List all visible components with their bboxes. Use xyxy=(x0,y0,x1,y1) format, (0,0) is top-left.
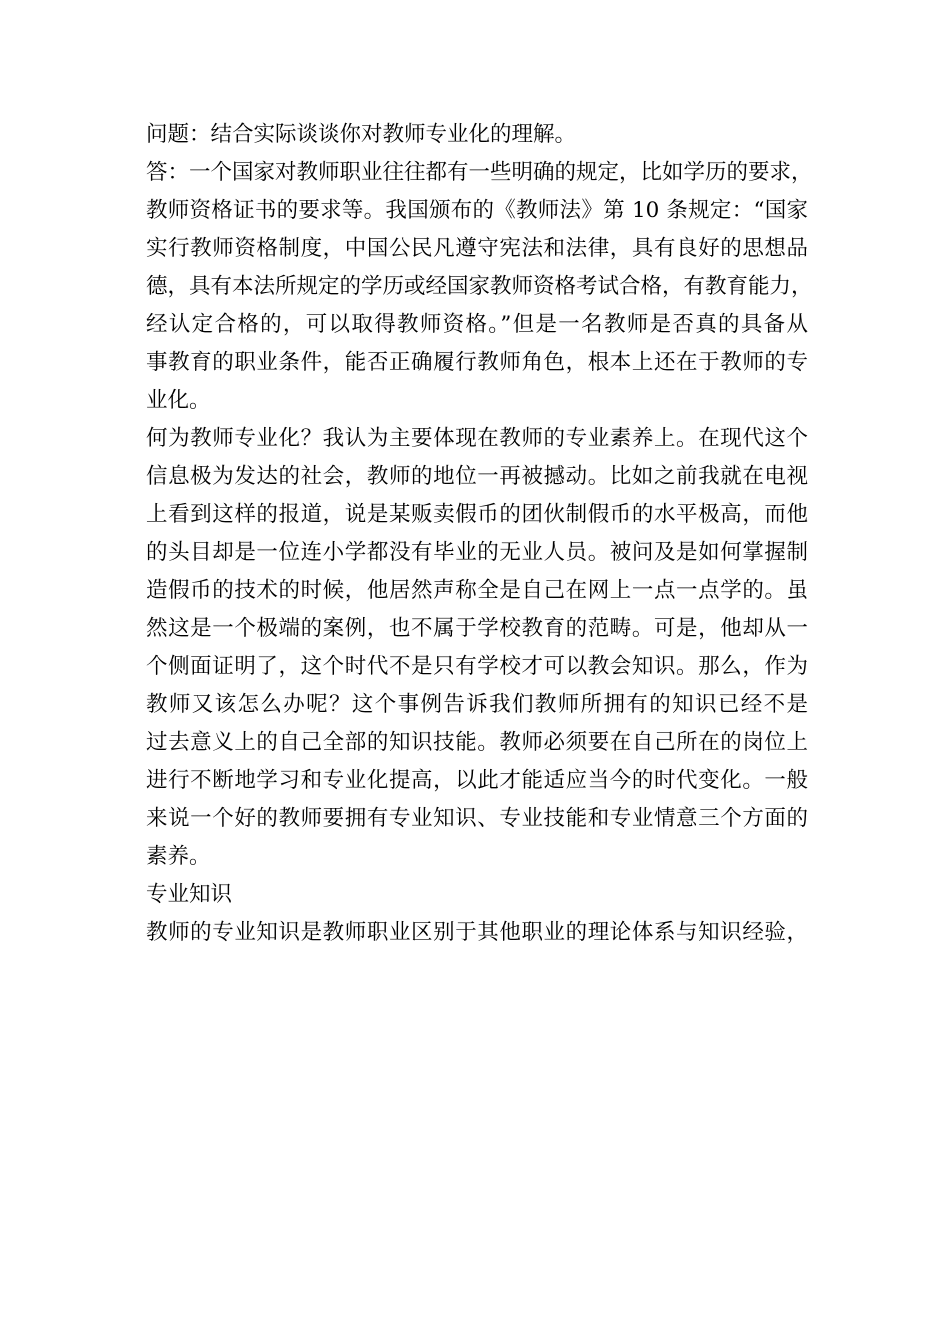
paragraph-line: 来说一个好的教师要拥有专业知识、专业技能和专业情意三个方面的 xyxy=(146,806,808,831)
answer-line: 事教育的职业条件，能否正确履行教师角色，根本上还在于教师的专 xyxy=(146,350,808,375)
paragraph-line: 上看到这样的报道，说是某贩卖假币的团伙制假币的水平极高，而他 xyxy=(146,502,808,527)
paragraph-line: 造假币的技术的时候，他居然声称全是自己在网上一点一点学的。虽 xyxy=(146,578,808,603)
answer-paragraph xyxy=(146,154,813,420)
document-body xyxy=(146,116,813,952)
answer-line: 经认定合格的，可以取得教师资格。”但是一名教师是否真的具备从 xyxy=(146,312,808,337)
question-paragraph xyxy=(146,116,808,154)
paragraph-line: 个侧面证明了，这个时代不是只有学校才可以教会知识。那么，作为 xyxy=(146,654,808,679)
paragraph-line: 素养。 xyxy=(146,844,211,869)
paragraph-line: 的头目却是一位连小学都没有毕业的无业人员。被问及是如何掌握制 xyxy=(146,540,808,565)
paragraph-line: 教师又该怎么办呢？这个事例告诉我们教师所拥有的知识已经不是 xyxy=(146,692,808,717)
answer-line: 业化。 xyxy=(146,388,211,413)
paragraph-line: 信息极为发达的社会，教师的地位一再被撼动。比如之前我就在电视 xyxy=(146,464,808,489)
paragraph-line: 过去意义上的自己全部的知识技能。教师必须要在自己所在的岗位上 xyxy=(146,730,808,755)
section-heading: 专业知识 xyxy=(146,882,233,907)
teacher-professionalization-paragraph xyxy=(146,420,808,876)
question-line: 问题：结合实际谈谈你对教师专业化的理解。 xyxy=(146,122,577,147)
answer-line: 实行教师资格制度，中国公民凡遵守宪法和法律，具有良好的思想品 xyxy=(146,236,808,261)
answer-line: 答：一个国家对教师职业往往都有一些明确的规定，比如学历的要求， xyxy=(146,160,813,185)
section-heading-block xyxy=(146,876,808,914)
answer-line: 德，具有本法所规定的学历或经国家教师资格考试合格，有教育能力， xyxy=(146,274,813,299)
paragraph-line: 何为教师专业化？我认为主要体现在教师的专业素养上。在现代这个 xyxy=(146,426,808,451)
paragraph-line: 然这是一个极端的案例，也不属于学校教育的范畴。可是，他却从一 xyxy=(146,616,808,641)
professional-knowledge-paragraph xyxy=(146,914,808,952)
paragraph-line: 教师的专业知识是教师职业区别于其他职业的理论体系与知识经验， xyxy=(146,920,808,945)
paragraph-line: 进行不断地学习和专业化提高，以此才能适应当今的时代变化。一般 xyxy=(146,768,808,793)
answer-line: 教师资格证书的要求等。我国颁布的《教师法》第 10 条规定：“国家 xyxy=(146,198,808,223)
